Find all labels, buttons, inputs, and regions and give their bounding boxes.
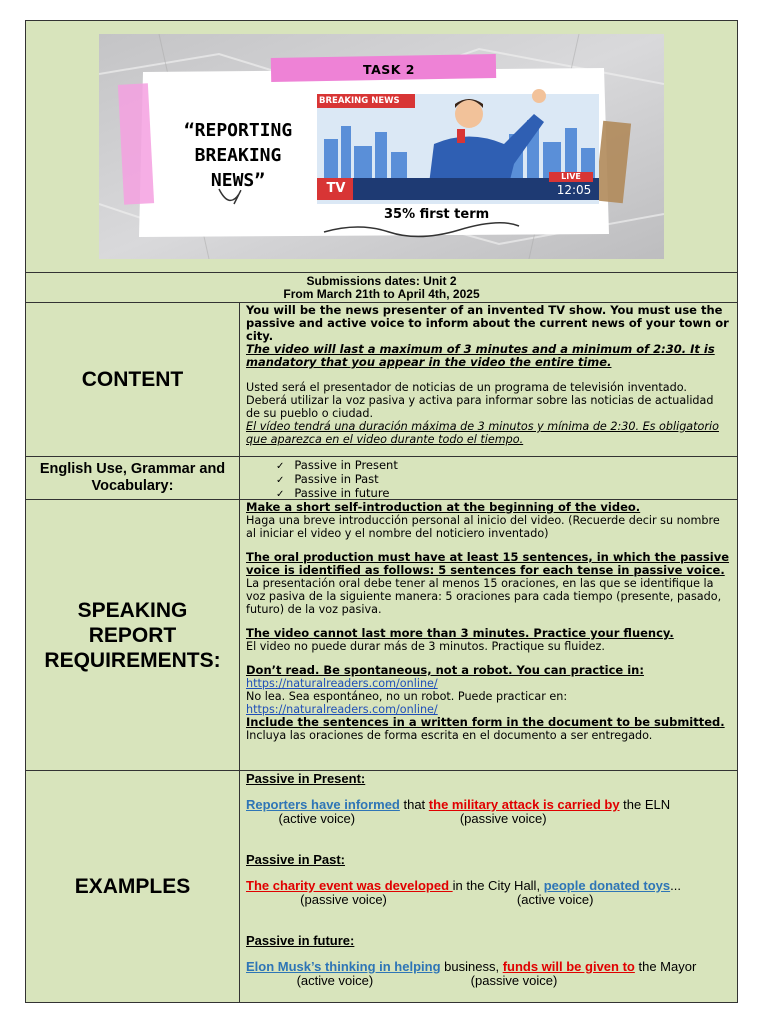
examples-text-cell [246,772,731,1002]
examples-label: EXAMPLES [74,875,191,898]
content-label-cell [26,303,240,456]
time-label: 12:05 [556,183,592,197]
past-passive-phrase: The charity event was developed [246,878,453,893]
grammar-checklist [246,459,731,501]
naturalreaders-link[interactable]: https://naturalreaders.com/online/ [246,677,438,690]
grammar-item: ✓ Passive in Past [276,473,731,487]
banner-title [157,118,319,193]
content-en-duration: The video will last a maximum of 3 minutes and a minimum of 2:30. It is mandatory that you appear in the video the entire time. [246,342,715,369]
future-connector: business, [440,959,503,974]
present-heading: Passive in Present: [246,771,366,786]
speaking-p4-en: Don’t read. Be spontaneous, not a robot. You can practice in: [246,663,644,677]
content-en-text: You will be the news presenter of an invented TV show. You must use the passive and active voice to inform about the current news of your town or city. [246,303,729,343]
tv-label: TV [326,181,346,196]
grammar-row [26,456,737,499]
naturalreaders-link-es[interactable]: https://naturalreaders.com/online/ [246,703,438,716]
future-voice-labels: (active voice) (passive voice) [246,973,558,988]
document-table [25,20,738,1003]
future-example [246,960,731,974]
speaking-label: SPEAKING REPORT REQUIREMENTS: [44,598,221,672]
submission-row [26,272,737,302]
submission-line1: Submissions dates: Unit 2 [306,274,457,288]
examples-label-cell [26,771,240,1002]
grammar-list-cell [246,459,731,499]
grammar-label-cell [26,457,240,499]
future-passive-phrase: funds will be given to [502,959,635,974]
past-tail: ... [670,878,681,893]
task-label: TASK 2 [363,62,415,77]
past-active-phrase: people donated toys [543,878,671,893]
future-tail: the Mayor [634,959,697,974]
live-label: LIVE [561,172,581,181]
banner-title-line3: NEWS” [210,170,266,191]
speaking-row [26,499,737,770]
past-heading: Passive in Past: [246,852,345,867]
speaking-p1-en: Make a short self-introduction at the beginning of the video. [246,500,641,514]
present-example [246,798,731,812]
grammar-item: ✓ Passive in Present [276,459,731,473]
banner-image [99,34,664,259]
speaking-p5-en: Include the sentences in a written form in the document to be submitted. [246,715,725,729]
speaking-p4-es: No lea. Sea espontáneo, no un robot. Puede practicar en: [246,690,568,703]
speaking-p2-en: The oral production must have at least 15 sentences, in which the passive voice is identified as follows: 5 sentences for each tense in passive voice. [246,550,730,577]
speaking-p3-es: El video no puede durar más de 3 minutos. Practique su fluidez. [246,640,605,653]
content-es-duration: El vídeo tendrá una duración máxima de 3 minutos y mínima de 2:30. Es obligatorio que aparezca en el video durante todo el tiempo. [246,420,719,446]
past-example [246,879,731,893]
examples-row [26,770,737,1002]
present-tail: the ELN [619,797,671,812]
present-voice-labels: (active voice) (passive voice) [246,811,547,826]
present-passive-phrase: the military attack is carried by [428,797,620,812]
submission-line2: From March 21th to April 4th, 2025 [283,287,480,301]
speaking-p3-en: The video cannot last more than 3 minutes. Practice your fluency. [246,626,674,640]
present-active-phrase: Reporters have informed [246,797,400,812]
content-es-text: Usted será el presentador de noticias de un programa de televisión inventado. Deberá utilizar la voz pasiva y activa para informar sobre las noticias de actualidad de su pueblo o ciudad. [246,381,714,420]
breaking-news-tag: BREAKING NEWS [319,96,400,106]
past-connector: in the City Hall, [452,878,544,893]
content-text-cell [246,304,731,456]
banner-title-line1: “REPORTING [183,120,293,141]
banner-subtitle: 35% first term [384,207,490,222]
future-active-phrase: Elon Musk’s thinking in helping [246,959,441,974]
content-row [26,302,737,456]
present-connector: that [399,797,429,812]
future-heading: Passive in future: [246,933,355,948]
grammar-label: English Use, Grammar and Vocabulary: [39,461,226,494]
past-voice-labels: (passive voice) (active voice) [246,892,594,907]
banner-title-line2: BREAKING [194,145,282,166]
speaking-text-cell [246,501,731,770]
grammar-item: ✓ Passive in future [276,487,731,501]
submission-dates [26,273,737,301]
content-label: CONTENT [81,368,184,391]
speaking-p5-es: Incluya las oraciones de forma escrita en el documento a ser entregado. [246,729,653,742]
speaking-label-cell [26,500,240,770]
speaking-p1-es: Haga una breve introducción personal al inicio del video. (Recuerde decir su nombre al iniciar el video y el nombre del noticiero inventado) [246,514,720,540]
speaking-p2-es: La presentación oral debe tener al menos 15 oraciones, en las que se identifique la voz pasiva de la siguiente manera: 5 oraciones para cada tiempo (presente, pasado, futuro) de la voz pasiva. [246,577,722,616]
